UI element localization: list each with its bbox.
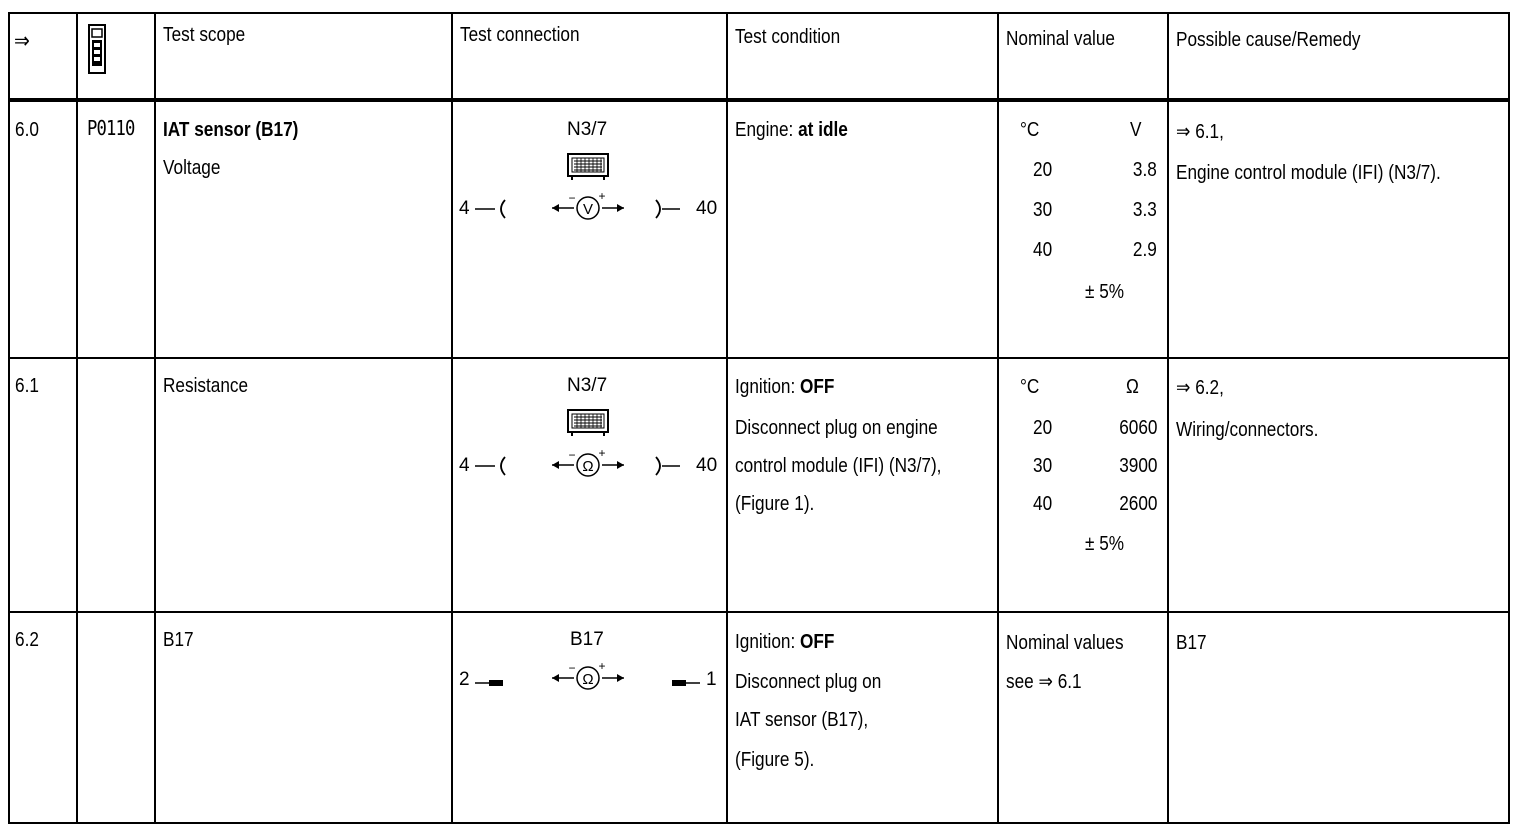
scope-title: IAT sensor (B17) xyxy=(163,119,299,141)
plug-right-icon xyxy=(668,672,702,692)
col-divider xyxy=(726,14,728,822)
ohmmeter-icon xyxy=(548,660,628,696)
condition: Engine: at idle xyxy=(735,119,848,141)
condition: Ignition: OFF xyxy=(735,376,835,398)
nominal-unit-left: °C xyxy=(1020,119,1040,141)
nominal-value: 2.9 xyxy=(1133,239,1157,261)
row-step: 6.1 xyxy=(15,375,39,397)
nominal-unit-right: V xyxy=(1130,119,1142,141)
probe-left-icon xyxy=(473,196,513,222)
probe-left-icon xyxy=(473,453,513,479)
condition-line: (Figure 5). xyxy=(735,749,815,771)
row-step: 6.0 xyxy=(15,119,39,141)
nominal-temp: 40 xyxy=(1033,493,1053,515)
header-possible-cause: Possible cause/Remedy xyxy=(1176,29,1361,51)
col-divider xyxy=(76,14,78,822)
nominal-temp: 40 xyxy=(1033,239,1053,261)
nominal-value: 3.8 xyxy=(1133,159,1157,181)
pin-right: 1 xyxy=(706,669,717,690)
condition-line: Disconnect plug on engine xyxy=(735,417,938,439)
scope-title: B17 xyxy=(163,629,194,651)
svg-text:+: + xyxy=(598,660,606,673)
meter-symbol: Ω xyxy=(582,671,594,688)
nominal-value: 3.3 xyxy=(1133,199,1157,221)
nominal-unit-right: Ω xyxy=(1126,376,1139,398)
probe-right-icon xyxy=(650,453,680,479)
tester-icon xyxy=(86,24,108,74)
col-divider xyxy=(1167,14,1169,822)
cause-link: ⇒ 6.1, xyxy=(1176,121,1224,143)
cause-text: Wiring/connectors. xyxy=(1176,419,1319,441)
nominal-temp: 30 xyxy=(1033,199,1053,221)
connection-label: N3/7 xyxy=(567,119,608,140)
header-test-condition: Test condition xyxy=(735,26,841,48)
cause-text: Engine control module (IFI) (N3/7). xyxy=(1176,162,1441,184)
nominal-temp: 20 xyxy=(1033,417,1053,439)
tolerance: ± 5% xyxy=(1085,533,1125,555)
row-divider xyxy=(10,611,1508,613)
nominal-unit-left: °C xyxy=(1020,376,1040,398)
header-divider xyxy=(10,98,1508,102)
col-divider xyxy=(451,14,453,822)
meter-symbol: V xyxy=(582,201,594,218)
pin-right: 40 xyxy=(696,198,718,219)
nominal-value: 6060 xyxy=(1118,417,1157,439)
svg-text:−: − xyxy=(568,448,576,462)
svg-text:+: + xyxy=(598,447,606,460)
nominal-value: 3900 xyxy=(1118,455,1157,477)
scope-title: Resistance xyxy=(163,375,249,397)
svg-text:+: + xyxy=(598,190,606,203)
header-arrow: ⇒ xyxy=(14,28,30,53)
row-divider xyxy=(10,357,1508,359)
svg-text:−: − xyxy=(568,661,576,675)
condition-line: (Figure 1). xyxy=(735,493,815,515)
scope-subtitle: Voltage xyxy=(163,157,221,179)
pin-left: 4 xyxy=(459,455,470,476)
ohmmeter-icon xyxy=(548,447,628,483)
svg-text:−: − xyxy=(568,191,576,205)
voltmeter-icon xyxy=(548,190,628,226)
pin-right: 40 xyxy=(696,455,718,476)
tolerance: ± 5% xyxy=(1085,281,1125,303)
nominal-temp: 20 xyxy=(1033,159,1053,181)
condition-line: IAT sensor (B17), xyxy=(735,709,869,731)
col-divider xyxy=(154,14,156,822)
header-test-scope: Test scope xyxy=(163,24,246,46)
condition-line: Disconnect plug on xyxy=(735,671,882,693)
nominal-value: 2600 xyxy=(1118,493,1157,515)
pin-left: 4 xyxy=(459,198,470,219)
header-nominal-value: Nominal value xyxy=(1006,28,1115,50)
probe-right-icon xyxy=(650,196,680,222)
nominal-temp: 30 xyxy=(1033,455,1053,477)
row-step: 6.2 xyxy=(15,629,39,651)
condition: Ignition: OFF xyxy=(735,631,835,653)
header-test-connection: Test connection xyxy=(460,24,580,46)
dtc-code: P0110 xyxy=(87,116,135,140)
condition-line: control module (IFI) (N3/7), xyxy=(735,455,942,477)
cause-link: ⇒ 6.2, xyxy=(1176,377,1224,399)
cause-text: B17 xyxy=(1176,632,1207,654)
col-divider xyxy=(997,14,999,822)
connection-label: N3/7 xyxy=(567,375,608,396)
pin-left: 2 xyxy=(459,669,470,690)
connection-label: B17 xyxy=(570,629,604,650)
meter-symbol: Ω xyxy=(582,458,594,475)
nominal-note: see ⇒ 6.1 xyxy=(1006,671,1082,693)
plug-left-icon xyxy=(473,672,509,692)
nominal-note: Nominal values xyxy=(1006,632,1124,654)
ecu-connector-icon xyxy=(566,152,610,182)
ecu-connector-icon xyxy=(566,408,610,438)
